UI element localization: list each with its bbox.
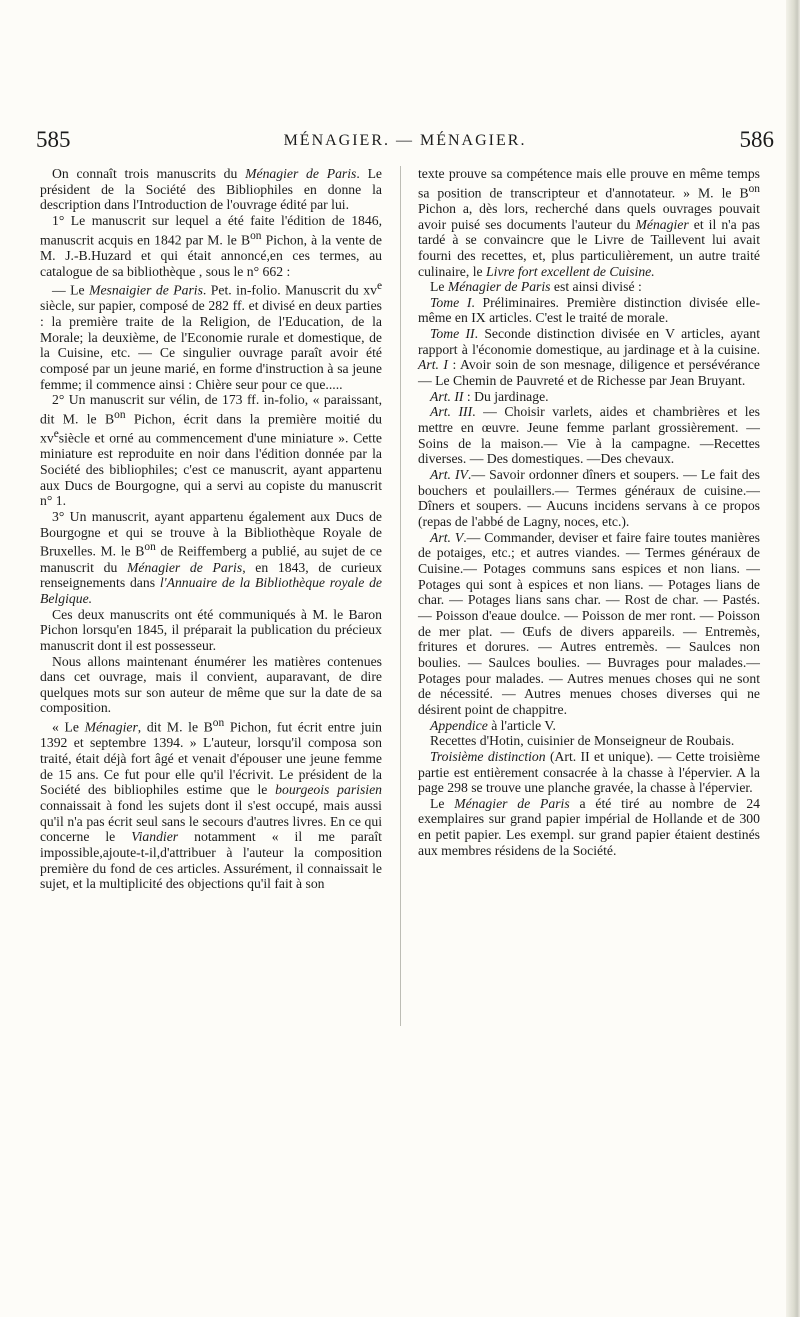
page-header — [36, 128, 774, 152]
left-column — [40, 166, 382, 892]
paragraph: Art. V.— Commander, deviser et faire faire toutes manières de potaiges, etc.; et autres viandes. — Termes généraux de Cuisine.— Potages communs sans espices et non lians. — Potages qui sont à espices et non lians. — Potages lians de char. — Potages lians sans char. — Rost de char. — Pastés. — Poisson d'eaue doulce. — Poisson de mer ront. — Poisson de mer plat. — Œufs de divers appareils. — Entremès, fritures et dorures. — Autres entremès. — Saulces non boulies. — Saulces boulies. — Buvrages pour malades.— Potages pour malades. — Autres menues choses qui ne sont de nécessité. — Autres menues choses diverses qui ne désirent point de chappitre. — [418, 529, 760, 717]
paragraph: Tome II. Seconde distinction divisée en V articles, ayant rapport à l'économie domestique, au jardinage et à la cuisine. Art. I : Avoir soin de son mesnage, diligence et persévérance — Le Chemin de Pauvreté et de Richesse par Jean Bruyant. — [418, 326, 760, 389]
paragraph: texte prouve sa compétence mais elle prouve en même temps sa position de transcripteur et d'annotateur. » M. le $B^{on}$ Pichon a, dès lors, recherché dans quels ouvrages pouvait avoir puisé ses documents l'auteur du Ménagier et il n'a pas tardé à se convaincre que le Livre de Taillevent lui avait fourni des recettes, et, plus particulièrement, un autre traité culinaire, le Livre fort excellent de Cuisine. — [418, 166, 760, 279]
column-divider — [400, 166, 401, 1026]
paragraph: Ces deux manuscrits ont été communiqués à M. le Baron Pichon lorsqu'en 1845, il préparait la publication du précieux manuscrit dont il est possesseur. — [40, 606, 382, 653]
running-title: MÉNAGIER. — MÉNAGIER. — [283, 132, 527, 149]
paragraph: Le Ménagier de Paris est ainsi divisé : — [430, 279, 642, 295]
paragraph: Tome I. Préliminaires. Première distinction divisée elle-même en IX articles. C'est le traité de morale. — [418, 294, 761, 326]
paragraph: « Le Ménagier, dit M. le $B^{on}$ Pichon, fut écrit entre juin 1392 et septembre 1394. » L'auteur, lorsqu'il composa son traité, était déjà fort âgé et venait d'épouser une jeune femme de 15 ans. Ce fut pour elle qu'il l'écrivit. Le président de la Société des bibliophiles estime que le bourgeois parisien connaissait à fond les sujets dont il s'est occupé, mais aussi qu'il n'a pas écrit seul sans le secours d'autres livres. En ce qui concerne le Viandier notamment « il me paraît impossible,ajoute-t-il,d'attribuer à l'auteur la composition première du fond de ces articles. Assurément, il connaissait le sujet, et la multiplicité des objections qu'il fait à son — [40, 717, 382, 892]
paragraph: Appendice à l'article V. — [430, 717, 556, 733]
left-page-number: 585 — [36, 127, 71, 152]
paragraph: Recettes d'Hotin, cuisinier de Monseigneur de Roubais. — [430, 733, 735, 749]
paragraph: Art. III. — Choisir varlets, aides et chambrières et les mettre en œuvre. Jeune femme parlant grossièrement. — Soins de la maison.— Vie à la campagne. —Recettes diverses. — Des domestiques. —Des chevaux. — [418, 404, 760, 467]
book-edge — [786, 0, 800, 1317]
paragraph: Art. IV.— Savoir ordonner dîners et soupers. — Le fait des bouchers et poulaillers.— Termes généraux de cuisine.— Dîners et soupers. — Aucuns incidens servans à ce propos (repas de l'abbé de Lagny, noces, etc.). — [418, 467, 760, 529]
paragraph: 3° Un manuscrit, ayant appartenu également aux Ducs de Bourgogne et qui se trouve à la Bibliothèque Royale de Bruxelles. M. le $B^{on}$ de Reiffemberg a publié, au sujet de ce manuscrit du Ménagier de Paris, en 1843, de curieux renseignements dans l'Annuaire de la Bibliothèque royale de Belgique. — [40, 509, 383, 606]
paragraph: 1° Le manuscrit sur lequel a été faite l'édition de 1846, manuscrit acquis en 1842 par M. le $B^{on}$ Pichon, à la vente de M. J.-B.Huzard et qui était annoncé,en ces termes, au catalogue de sa bibliothèque , sous le n° 662 : — [40, 212, 382, 279]
right-column — [418, 166, 760, 858]
paragraph: Nous allons maintenant énumérer les matières contenues dans cet ouvrage, mais il convient, auparavant, de dire quelques mots sur son auteur de même que sur la date de sa composition. — [40, 653, 382, 716]
paragraph: Troisième distinction (Art. II et unique). — Cette troisième partie est entièrement consacrée à la chasse à l'épervier. A la page 298 se trouve une planche gravée, la chasse à l'épervier. — [418, 748, 760, 796]
paragraph: On connaît trois manuscrits du Ménagier de Paris. Le président de la Société des Bibliophiles en donne la description dans l'Introduction de l'ouvrage édité par lui. — [40, 166, 382, 213]
paragraph: 2° Un manuscrit sur vélin, de 173 ff. in-folio, « paraissant, dit M. le $B^{on}$ Pichon, écrit dans la première moitié du $xv^esiècle$ et orné au commencement d'une miniature ». Cette miniature est reproduite en noir dans l'édition donnée par la Société des bibliophiles; c'est ce manuscrit, ayant appartenu aux Ducs de Bourgogne, qui a servi au copiste du manuscrit n° 1. — [40, 392, 382, 509]
right-page-number: 586 — [739, 127, 774, 152]
paragraph: — Le Mesnaigier de Paris. Pet. in-folio. Manuscrit du $xv^e$ siècle, sur papier, composé de 282 ff. et divisé en deux parties : la première traite de la Religion, de l'Education, de la Morale; la deuxième, de l'Economie rurale et domestique, de la Cuisine, etc. — Ce singulier ouvrage paraît avoir été composé par un jeune marié, en forme d'instruction à sa jeune femme; il commence ainsi : Chière seur pour ce que..... — [40, 280, 383, 392]
paragraph: Art. II : Du jardinage. — [430, 388, 549, 404]
paragraph: Le Ménagier de Paris a été tiré au nombre de 24 exemplaires sur grand papier impérial de Hollande et de 300 en petit papier. Les exempl. sur grand papier étaient destinés aux membres résidens de la Société. — [418, 795, 761, 858]
